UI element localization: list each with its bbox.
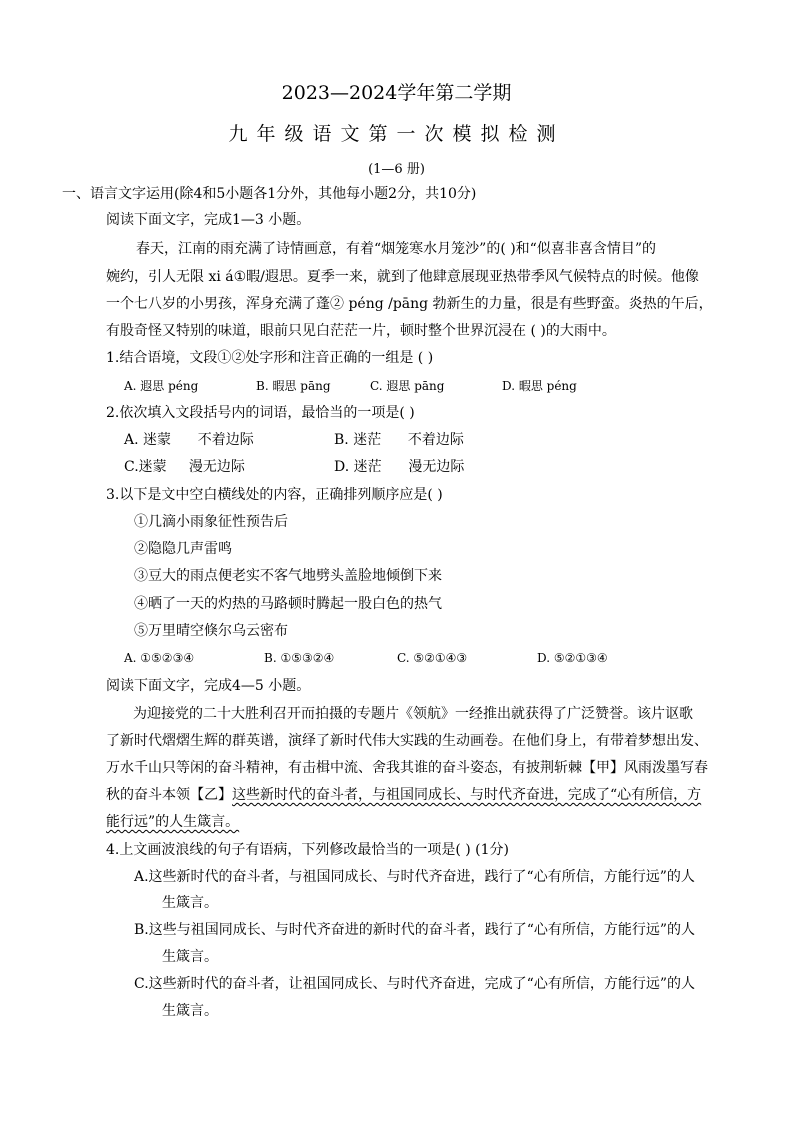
passage1-line: 春天，江南的雨充满了诗情画意，有着“烟笼寒水月笼沙”的( )和“似喜非喜含情目”的 (136, 241, 657, 257)
q4-option-a-cont: 生箴言。 (162, 895, 218, 911)
q4-option-c: C.这些新时代的奋斗者，让祖国同成长、与时代齐奋进，完成了“心有所信，方能行远”的人 (134, 976, 695, 992)
exam-title: 九年级语文第一次模拟检测 (228, 123, 565, 145)
q3-item: ④晒了一天的灼热的马路顿时腾起一股白色的热气 (134, 596, 442, 612)
passage2-line (106, 812, 239, 832)
q4-option-b-cont: 生箴言。 (162, 949, 218, 965)
q1-option-d: D. 暇思 péng (502, 379, 577, 393)
passage1-line: 婉约，引人无限 xi á①暇/遐思。夏季一来，就到了他肆意展现亚热带季风气候特点的时候。他像 (106, 269, 699, 285)
q3-option-b: B. ①⑤③②④ (264, 651, 335, 665)
exam-year: 2023—2024学年第二学期 (281, 82, 512, 104)
q1-option-a: A. 遐思 péng (124, 379, 199, 393)
q2-option-c: C.迷蒙 漫无边际 (124, 459, 245, 475)
question-1-stem: 1.结合语境，文段①②处字形和注音正确的一组是 ( ) (106, 350, 434, 366)
instruction-1: 阅读下面文字，完成1—3 小题。 (106, 212, 311, 228)
q2-option-d: D. 迷茫 漫无边际 (334, 459, 465, 475)
section-heading: 一、语言文字运用(除4和5小题各1分外，其他每小题2分，共10分) (62, 186, 477, 202)
exam-scope: (1—6 册) (368, 162, 425, 177)
passage2-line: 万水千山只等闲的奋斗精神，有击楫中流、舍我其谁的奋斗姿态，有披荆斩棘【甲】风雨泼墨写春 (106, 760, 708, 776)
question-2-stem: 2.依次填入文段括号内的词语，最恰当的一项是( ) (106, 405, 415, 421)
q4-option-b: B.这些与祖国同成长、与时代齐奋进的新时代的奋斗者，践行了“心有所信，方能行远”的人 (134, 922, 696, 938)
passage2-line4-start: 秋的奋斗本领【乙】 (106, 787, 232, 803)
q3-option-a: A. ①⑤②③④ (124, 651, 195, 665)
wavy-sentence-end: 能行远”的人生箴言。 (106, 814, 240, 830)
q4-option-c-cont: 生箴言。 (162, 1003, 218, 1019)
q3-item: ②隐隐几声雷鸣 (134, 541, 232, 557)
q3-option-c: C. ⑤②①④③ (397, 651, 468, 665)
passage1-line: 一个七八岁的小男孩，浑身充满了蓬② péng /pāng 勃新生的力量，很是有些野蛮。炎热的午后， (106, 296, 713, 312)
passage2-line (106, 785, 701, 805)
passage1-line: 有股奇怪又特别的味道，眼前只见白茫茫一片，顿时整个世界沉浸在 ( )的大雨中。 (106, 323, 616, 339)
passage2-line: 为迎接党的二十大胜利召开而拍摄的专题片《领航》一经推出就获得了广泛赞誉。该片讴歌 (133, 706, 693, 722)
question-4-stem: 4.上文画波浪线的句子有语病，下列修改最恰当的一项是( ) (1分) (106, 842, 510, 858)
q1-option-c: C. 遐思 pāng (370, 379, 445, 393)
q1-option-b: B. 暇思 pāng (256, 379, 331, 393)
question-3-stem: 3.以下是文中空白横线处的内容，正确排列顺序应是( ) (106, 487, 443, 503)
q3-item: ⑤万里晴空倏尔乌云密布 (134, 623, 288, 639)
q2-option-b: B. 迷茫 不着边际 (334, 432, 464, 448)
q2-option-a: A. 迷蒙 不着边际 (124, 432, 254, 448)
q3-item: ③豆大的雨点便老实不客气地劈头盖脸地倾倒下来 (134, 568, 442, 584)
q3-option-d: D. ⑤②①③④ (537, 651, 608, 665)
passage2-line: 了新时代熠熠生辉的群英谱，演绎了新时代伟大实践的生动画卷。在他们身上，有带着梦想出发、 (106, 733, 708, 749)
instruction-2: 阅读下面文字，完成4—5 小题。 (106, 678, 311, 694)
q3-item: ①几滴小雨象征性预告后 (134, 514, 288, 530)
wavy-sentence: 这些新时代的奋斗者，与祖国同成长、与时代齐奋进，完成了“心有所信，方 (232, 787, 702, 803)
q4-option-a: A.这些新时代的奋斗者，与祖国同成长、与时代齐奋进，践行了“心有所信，方能行远”的人 (134, 869, 695, 885)
